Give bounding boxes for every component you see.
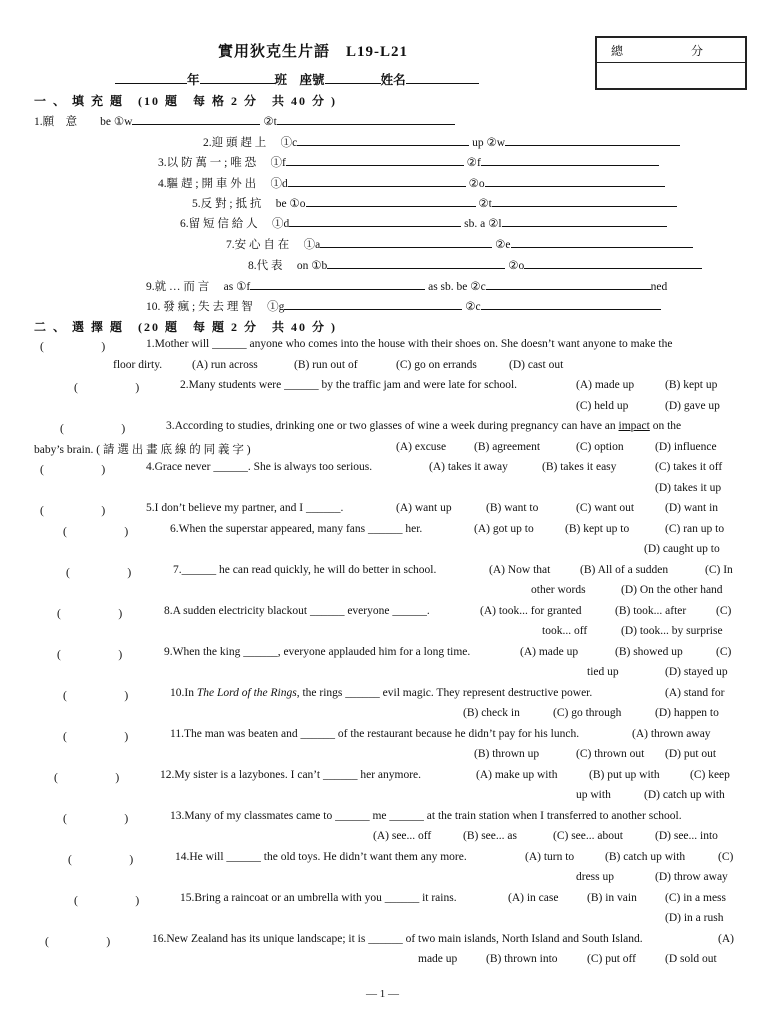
- q3-text: on the: [652, 420, 682, 432]
- fill-blank[interactable]: [306, 194, 476, 207]
- question-1-cont: floor dirty.: [113, 359, 163, 371]
- option: (D) On the other hand: [621, 584, 723, 596]
- option: (A) want up: [396, 502, 452, 514]
- option: (D) happen to: [655, 707, 719, 719]
- option: (B) All of a sudden: [580, 564, 669, 576]
- option: (B) see... as: [463, 830, 517, 842]
- option: (C) put off: [587, 953, 636, 965]
- fill-item-1: [34, 112, 455, 129]
- option: (B) showed up: [615, 646, 683, 658]
- option: (A) in case: [508, 892, 559, 904]
- answer-paren[interactable]: ( ): [63, 731, 129, 743]
- fill-blank[interactable]: [132, 112, 260, 125]
- seat-label: 座號: [299, 73, 325, 87]
- fill-blank[interactable]: [505, 133, 680, 146]
- fill-blank[interactable]: [297, 133, 469, 146]
- fill-text: ①d: [270, 178, 288, 190]
- fill-text: ned: [650, 281, 668, 293]
- fill-text: be ①w: [100, 116, 133, 128]
- fill-item-8: [248, 256, 702, 273]
- option: (C): [716, 605, 732, 617]
- option: (B) kept up to: [565, 523, 630, 535]
- score-box: [595, 36, 747, 90]
- question-4: 4.Grace never ______. She is always too serious.: [146, 461, 373, 473]
- option: (D) caught up to: [644, 543, 720, 555]
- option: (A) see... off: [373, 830, 432, 842]
- fill-text: ①d: [272, 218, 290, 230]
- score-label: 總 分: [611, 44, 708, 58]
- option: dress up: [576, 871, 615, 883]
- fill-item-7: [226, 235, 693, 252]
- option: (B) in vain: [587, 892, 637, 904]
- fill-text: as sb. be ②c: [428, 281, 486, 293]
- fill-item-9: [146, 277, 667, 294]
- answer-paren[interactable]: ( ): [63, 526, 129, 538]
- option: (A) made up: [576, 379, 635, 391]
- question-12: 12.My sister is a lazybones. I can’t ______ her anymore.: [160, 769, 422, 781]
- option: (A) thrown away: [632, 728, 711, 740]
- year-blank[interactable]: [115, 71, 187, 84]
- fill-label: 3.以 防 萬 一 ; 唯 恐: [158, 157, 257, 169]
- fill-blank[interactable]: [289, 214, 461, 227]
- fill-label: 9.就 … 而 言: [146, 281, 210, 293]
- option: other words: [531, 584, 586, 596]
- fill-item-3: [158, 153, 659, 170]
- option: (C) thrown out: [576, 748, 645, 760]
- fill-label: 1.願 意: [34, 116, 78, 128]
- fill-blank[interactable]: [327, 256, 505, 269]
- answer-paren[interactable]: ( ): [66, 567, 132, 579]
- student-info-row: [115, 70, 479, 88]
- option: (D) cast out: [509, 359, 564, 371]
- option: (B) takes it easy: [542, 461, 617, 473]
- answer-paren[interactable]: ( ): [40, 464, 106, 476]
- option: (D) catch up with: [644, 789, 725, 801]
- fill-label: 8.代 表: [248, 260, 283, 272]
- fill-text: ②e: [495, 239, 511, 251]
- option: (D) put out: [665, 748, 717, 760]
- fill-text: ②c: [465, 301, 481, 313]
- fill-blank[interactable]: [284, 297, 462, 310]
- name-label: 姓名: [380, 73, 406, 87]
- answer-paren[interactable]: ( ): [63, 690, 129, 702]
- fill-blank[interactable]: [481, 297, 661, 310]
- answer-paren[interactable]: ( ): [54, 772, 120, 784]
- fill-blank[interactable]: [485, 174, 665, 187]
- fill-blank[interactable]: [502, 214, 667, 227]
- answer-paren[interactable]: ( ): [60, 423, 126, 435]
- answer-paren[interactable]: ( ): [63, 813, 129, 825]
- fill-blank[interactable]: [492, 194, 677, 207]
- fill-label: 5.反 對 ; 抵 抗: [192, 198, 262, 210]
- q3-text: 3.According to studies, drinking one or two glasses of wine a week during pregnancy can have an: [166, 420, 616, 432]
- fill-text: ②t: [263, 116, 277, 128]
- option: (C): [716, 646, 732, 658]
- option: (B) agreement: [474, 441, 541, 453]
- option: made up: [418, 953, 458, 965]
- option: (D) takes it up: [655, 482, 722, 494]
- option: (C) go on errands: [396, 359, 477, 371]
- page-number: — 1 —: [366, 988, 399, 1000]
- fill-text: ①c: [280, 137, 298, 149]
- fill-label: 10. 發 瘋 ; 失 去 理 智: [146, 301, 253, 313]
- question-15: 15.Bring a raincoat or an umbrella with you ______ it rains.: [180, 892, 457, 904]
- question-9: 9.When the king ______, everyone applauded him for a long time.: [164, 646, 471, 658]
- option: (B) thrown into: [486, 953, 558, 965]
- option: (D) in a rush: [665, 912, 724, 924]
- answer-paren[interactable]: ( ): [57, 649, 123, 661]
- option: (B) thrown up: [474, 748, 540, 760]
- question-5: 5.I don’t believe my partner, and I ______.: [146, 502, 344, 514]
- fill-item-6: [180, 214, 667, 231]
- option: (A) stand for: [665, 687, 725, 699]
- fill-text: ②o: [508, 260, 525, 272]
- fill-text: ②t: [478, 198, 492, 210]
- option: (C) want out: [576, 502, 635, 514]
- answer-paren[interactable]: ( ): [40, 341, 106, 353]
- fill-text: be ①o: [275, 198, 306, 210]
- option: (B) kept up: [665, 379, 718, 391]
- option: (B) catch up with: [605, 851, 686, 863]
- option: (C) in a mess: [665, 892, 727, 904]
- option: (B) run out of: [294, 359, 358, 371]
- fill-item-4: [158, 174, 665, 191]
- name-blank[interactable]: [406, 71, 479, 84]
- fill-blank[interactable]: [286, 153, 464, 166]
- fill-item-5: [192, 194, 677, 211]
- option: (D) stayed up: [665, 666, 728, 678]
- answer-paren[interactable]: ( ): [45, 936, 111, 948]
- option: tied up: [587, 666, 619, 678]
- option: (D) want in: [665, 502, 719, 514]
- option: (C) ran up to: [665, 523, 725, 535]
- fill-blank[interactable]: [277, 112, 455, 125]
- option: (C) takes it off: [655, 461, 723, 473]
- page-title: 實用狄克生片語 L19-L21: [218, 44, 409, 60]
- question-2: 2.Many students were ______ by the traffic jam and were late for school.: [180, 379, 518, 391]
- question-3: [166, 420, 681, 432]
- q10-text: , the rings ______ evil magic. They represent destructive power.: [296, 687, 593, 699]
- fill-text: ②f: [466, 157, 481, 169]
- seat-blank[interactable]: [325, 71, 381, 84]
- fill-blank[interactable]: [486, 277, 651, 290]
- fill-item-2: [203, 133, 680, 150]
- option: (A) excuse: [396, 441, 447, 453]
- fill-text: sb. a ②l: [464, 218, 502, 230]
- option: (B) check in: [463, 707, 520, 719]
- option: (C) In: [705, 564, 733, 576]
- option: (A) turn to: [525, 851, 575, 863]
- question-3-cont: baby’s brain. ( 請 選 出 畫 底 線 的 同 義 字 ): [34, 444, 251, 456]
- option: (A) run across: [192, 359, 258, 371]
- fill-text: on ①b: [296, 260, 328, 272]
- fill-blank[interactable]: [320, 235, 492, 248]
- option: (D) see... into: [655, 830, 718, 842]
- option: (A): [718, 933, 734, 945]
- option: (C) see... about: [553, 830, 623, 842]
- fill-text: ①g: [267, 301, 285, 313]
- option: (D) took... by surprise: [621, 625, 723, 637]
- option: (D) influence: [655, 441, 717, 453]
- class-blank[interactable]: [200, 71, 275, 84]
- fill-text: up ②w: [472, 137, 506, 149]
- option: (C) go through: [553, 707, 622, 719]
- q10-text: 10.In: [170, 687, 197, 699]
- question-7: 7.______ he can read quickly, he will do better in school.: [173, 564, 437, 576]
- fill-text: as ①f: [223, 281, 251, 293]
- fill-text: ①f: [270, 157, 286, 169]
- option: (D sold out: [665, 953, 717, 965]
- fill-blank[interactable]: [511, 235, 693, 248]
- fill-label: 7.安 心 自 在: [226, 239, 290, 251]
- fill-blank[interactable]: [288, 174, 466, 187]
- option: (C) held up: [576, 400, 629, 412]
- fill-blank[interactable]: [524, 256, 702, 269]
- q10-book-title: The Lord of the Rings: [196, 687, 297, 699]
- answer-paren[interactable]: ( ): [74, 895, 140, 907]
- option: (D) gave up: [665, 400, 720, 412]
- fill-text: ①a: [303, 239, 321, 251]
- option: (A) takes it away: [429, 461, 508, 473]
- option: (A) got up to: [474, 523, 534, 535]
- option: (B) want to: [486, 502, 539, 514]
- question-10: [170, 687, 592, 699]
- section2-heading: 二 、 選 擇 題 (20 題 每 題 2 分 共 40 分 ): [34, 320, 337, 334]
- option: (A) make up with: [476, 769, 558, 781]
- fill-item-10: [146, 297, 661, 314]
- fill-label: 4.驅 趕 ; 開 車 外 出: [158, 178, 257, 190]
- class-label: 班: [274, 73, 288, 87]
- question-16: 16.New Zealand has its unique landscape; it is ______ of two main islands, North Island and South Island.: [152, 933, 643, 945]
- option: (A) took... for granted: [480, 605, 582, 617]
- question-14: 14.He will ______ the old toys. He didn’t want them any more.: [175, 851, 467, 863]
- fill-blank[interactable]: [481, 153, 659, 166]
- question-1: 1.Mother will ______ anyone who comes into the house with their shoes on. She doesn’t want anyone to make the: [146, 338, 673, 350]
- option: (B) put up with: [589, 769, 660, 781]
- answer-paren[interactable]: ( ): [40, 505, 106, 517]
- question-11: 11.The man was beaten and ______ of the restaurant because he didn’t pay for his lunch.: [170, 728, 580, 740]
- question-8: 8.A sudden electricity blackout ______ everyone ______.: [164, 605, 430, 617]
- option: (A) Now that: [489, 564, 551, 576]
- option: (C) keep: [690, 769, 730, 781]
- question-13: 13.Many of my classmates came to ______ me ______ at the train station when I transferred to another school.: [170, 810, 682, 822]
- option: up with: [576, 789, 611, 801]
- fill-blank[interactable]: [250, 277, 425, 290]
- year-label: 年: [187, 73, 200, 87]
- option: (C) option: [576, 441, 624, 453]
- option: (D) throw away: [655, 871, 728, 883]
- option: (C): [718, 851, 734, 863]
- fill-label: 2.迎 頭 趕 上: [203, 137, 267, 149]
- fill-text: ②o: [468, 178, 485, 190]
- section1-heading: 一 、 填 充 題 (10 題 每 格 2 分 共 40 分 ): [34, 94, 337, 108]
- option: (B) took... after: [615, 605, 687, 617]
- answer-paren[interactable]: ( ): [68, 854, 134, 866]
- answer-paren[interactable]: ( ): [74, 382, 140, 394]
- answer-paren[interactable]: ( ): [57, 608, 123, 620]
- q3-underlined-word: impact: [618, 420, 650, 432]
- question-6: 6.When the superstar appeared, many fans ______ her.: [170, 523, 423, 535]
- fill-label: 6.留 短 信 給 人: [180, 218, 258, 230]
- option: (A) made up: [520, 646, 579, 658]
- option: took... off: [542, 625, 588, 637]
